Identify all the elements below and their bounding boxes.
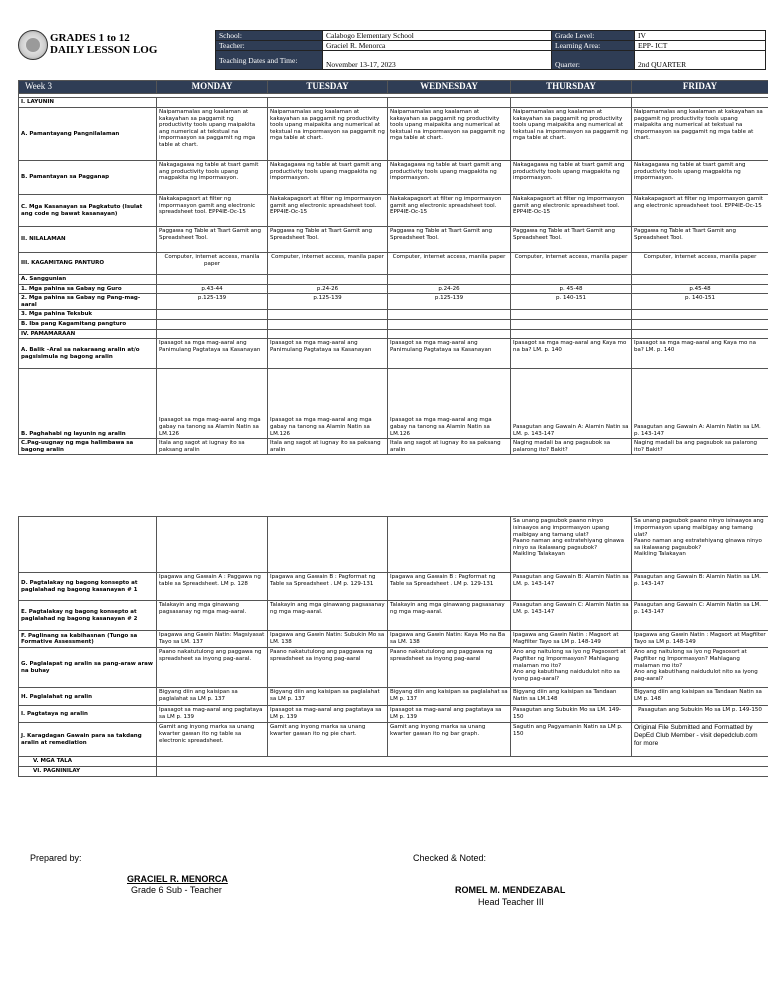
day-wednesday: WEDNESDAY [388, 81, 511, 94]
cell-pag-uugnay-wed: Itala ang sagot at iugnay ito sa paksang aralin [388, 439, 511, 455]
day-thursday: THURSDAY [511, 81, 632, 94]
lesson-log-table [18, 80, 768, 777]
cell-h-mon: Bigyang diin ang kaisipan sa paglalahat sa LM p. 137 [157, 688, 268, 706]
area-value: EPP- ICT [635, 41, 766, 51]
cell [157, 757, 768, 767]
cell [632, 275, 768, 285]
cell-c-thu: Nakakapagsort at filter ng impormasyon gamit ang electronic spreadsheet tool. EPP4IE-Oc-15 [511, 195, 632, 227]
cell [388, 310, 511, 320]
cell [632, 329, 768, 339]
cell-i-wed: Ipasagot sa mag-aaral ang pagtataya sa LM p. 139 [388, 706, 511, 723]
cell-balik-thu: Ipasagot sa mga mag-aaral ang Kaya mo na ba? LM. p. 140 [511, 339, 632, 369]
row-label-ibapang: B. Iba pang Kagamitang pangturo [19, 319, 157, 329]
cell-paghahabi-thu: Pasagutan ang Gawain A: Alamin Natin sa LM. p. 143-147 [511, 369, 632, 439]
cell-c-fri: Nakakapagsort at filter ng impormasyon gamit ang electronic spreadsheet tool. EPP4IE-Oc-15 [632, 195, 768, 227]
cell-b-tue: Nakagagawa ng table at tsart gamit ang productivity tools upang magpakita ng impormasyon. [268, 161, 388, 195]
cell [632, 319, 768, 329]
grade-value: IV [635, 31, 766, 41]
cell-g-mon: Paano nakatutulong ang paggawa ng spreadsheet sa inyong pag-aaral. [157, 648, 268, 688]
header [18, 30, 768, 72]
cell-magaaral-tue: p.125-139 [268, 294, 388, 310]
cell-f-tue: Ipagawa ang Gawin Natin: Subukin Mo sa LM. 138 [268, 631, 388, 648]
row-label-f: F. Paglinang sa kabihasnan (Tungo sa Formative Assessment) [19, 631, 157, 648]
cell-a-mon: Naipamamalas ang kaalaman at kakayahan sa paggamit ng productivity tools upang maipakita ang numerical at tekstual na impormasyon sa paggamit ng mga table at chart. [157, 108, 268, 161]
cell-j-thu: Sagutin ang Pagyamanin Natin sa LM p. 150 [511, 723, 632, 757]
cell [632, 98, 768, 108]
cell [157, 98, 268, 108]
area-label: Learning Area: [552, 41, 635, 51]
cell-g-fri: Ano ang naitulong sa iyo ng Pagsosort at Pagfilter ng Impormasyon? Mahlagang malaman mo ito? Ano ang kabutihang naidudulot nito sa iyong pag-aaral? [632, 648, 768, 688]
row-label-pag-uugnay: C.Pag-uugnay ng mga halimbawa sa bagong aralin [19, 439, 157, 455]
week-label: Week 3 [19, 81, 157, 94]
cell-e-mon: Talakayin ang mga ginawang pagsasanay ng mga mag-aaral. [157, 601, 268, 631]
cell-pre-fri: Sa unang pagsubok paano ninyo isinaayos ang impormasyon upang maibigay ang tamang ulat? Paano naman ang estratehiyang ginawa ninyo sa ikalawang pagsubok? Maikling Talakayan [632, 517, 768, 573]
cell-e-wed: Talakayin ang mga ginawang pagsasanay ng mga mag-aaral. [388, 601, 511, 631]
grade-label: Grade Level: [552, 31, 635, 41]
cell-h-wed: Bigyang diin ang kaisipan sa paglalahat sa LM p. 137 [388, 688, 511, 706]
row-label-sanggunian: A. Sanggunian [19, 275, 157, 285]
prepared-label: Prepared by: [30, 853, 82, 863]
row-label-pagninilay: VI. PAGNINILAY [19, 766, 157, 776]
cell [388, 275, 511, 285]
cell [268, 319, 388, 329]
cell-paghahabi-fri: Pasagutan ang Gawain A: Alamin Natin sa LM. p. 143-147 [632, 369, 768, 439]
cell-balik-tue: Ipasagot sa mga mag-aaral ang Panimulang Pagtataya sa Kasanayan [268, 339, 388, 369]
row-label-guro: 1. Mga pahina sa Gabay ng Guro [19, 284, 157, 294]
cell-balik-mon: Ipasagot sa mga mag-aaral ang Panimulang Pagtataya sa Kasanayan [157, 339, 268, 369]
cell-b-wed: Nakagagawa ng table at tsart gamit ang productivity tools upang magpakita ng impormasyon. [388, 161, 511, 195]
row-label-layunin: I. LAYUNIN [19, 98, 157, 108]
days-row [19, 81, 768, 94]
deped-seal-icon [18, 30, 48, 60]
cell-guro-wed: p.24-26 [388, 284, 511, 294]
cell-balik-fri: Ipasagot sa mga mag-aaral ang Kaya mo na ba? LM. p. 140 [632, 339, 768, 369]
checked-name: ROMEL M. MENDEZABAL [455, 885, 566, 895]
cell-a-tue: Naipamamalas ang kaalaman at kakayahan sa paggamit ng productivity tools upang maipakita ang numerical at tekstual na impormasyon sa paggamit ng mga table at chart. [268, 108, 388, 161]
cell-i-thu: Pasagutan ang Subukin Mo sa LM. 149-150 [511, 706, 632, 723]
cell-j-tue: Gamit ang inyong marka sa unang kwarter gawan ito ng pie chart. [268, 723, 388, 757]
cell [157, 766, 768, 776]
row-label-teksbuk: 3. Mga pahina Teksbuk [19, 310, 157, 320]
row-label-b: B. Pamantayan sa Pagganap [19, 161, 157, 195]
cell-pag-uugnay-thu: Naging madali ba ang pagsubok sa palarong ito? Bakit? [511, 439, 632, 455]
dates-label: Teaching Dates and Time: [216, 51, 323, 70]
cell [268, 98, 388, 108]
cell-i-fri: Pasagutan ang Subukin Mo sa LM p. 149-150 [632, 706, 768, 723]
cell-paghahabi-tue: Ipasagot sa mga mag-aaral ang mga gabay na tanong sa Alamin Natin sa LM.126 [268, 369, 388, 439]
day-monday: MONDAY [157, 81, 268, 94]
cell-pag-uugnay-fri: Naging madali ba ang pagsubok sa palarong ito? Bakit? [632, 439, 768, 455]
cell-nilalaman-fri: Paggawa ng Table at Tsart Gamit ang Spreadsheet Tool. [632, 227, 768, 253]
cell [632, 310, 768, 320]
cell-d-fri: Pasagutan ang Gawain B: Alamin Natin sa LM. p. 143-147 [632, 573, 768, 601]
cell-paghahabi-mon: Ipasagot sa mga mag-aaral ang mga gabay na tanong sa Alamin Natin sa LM.126 [157, 369, 268, 439]
cell-magaaral-thu: p. 140-151 [511, 294, 632, 310]
row-label-tala: V. MGA TALA [19, 757, 157, 767]
cell-b-mon: Nakagagawa ng table at tsart gamit ang productivity tools upang magpakita ng impormasyon. [157, 161, 268, 195]
dates-value: November 13-17, 2023 [323, 51, 552, 70]
cell-b-thu: Nakagagawa ng table at tsart gamit ang productivity tools upang magpakita ng impormasyon. [511, 161, 632, 195]
cell-guro-mon: p.43-44 [157, 284, 268, 294]
cell-paghahabi-wed: Ipasagot sa mga mag-aaral ang mga gabay na tanong sa Alamin Natin sa LM.126 [388, 369, 511, 439]
cell [511, 275, 632, 285]
cell [157, 329, 268, 339]
cell-nilalaman-thu: Paggawa ng Table at Tsart Gamit ang Spreadsheet Tool. [511, 227, 632, 253]
info-table [215, 30, 766, 70]
cell-nilalaman-wed: Paggawa ng Table at Tsart Gamit ang Spreadsheet Tool. [388, 227, 511, 253]
day-tuesday: TUESDAY [268, 81, 388, 94]
title-line1: GRADES 1 to 12 [50, 32, 130, 44]
checked-label: Checked & Noted: [413, 853, 487, 863]
cell-g-tue: Paano nakatutulong ang paggawa ng spreadsheet sa inyong pag-aaral [268, 648, 388, 688]
cell-magaaral-mon: p.125-139 [157, 294, 268, 310]
cell-nilalaman-mon: Paggawa ng Table at Tsart Gamit ang Spreadsheet Tool. [157, 227, 268, 253]
cell [388, 98, 511, 108]
cell [511, 329, 632, 339]
cell-j-wed: Gamit ang inyong marka sa unang kwarter gawan ito ng bar graph. [388, 723, 511, 757]
row-label-c: C. Mga Kasanayan sa Pagkatuto (Isulat ang code ng bawat kasanayan) [19, 195, 157, 227]
cell-kagamitan-mon: Computer, internet access, manila paper [157, 253, 268, 275]
row-label-e: E. Pagtalakay ng bagong konsepto at paglalahad ng bagong kasanayan # 2 [19, 601, 157, 631]
cell-guro-fri: p.45-48 [632, 284, 768, 294]
cell [511, 310, 632, 320]
teacher-value: Graciel R. Menorca [323, 41, 552, 51]
cell-a-thu: Naipamamalas ang kaalaman at kakayahan sa paggamit ng productivity tools upang maipakita ang numerical at tekstual na impormasyon sa paggamit ng mga table at chart. [511, 108, 632, 161]
cell [388, 319, 511, 329]
row-label-paghahabi: B. Paghahabi ng layunin ng aralin [19, 369, 157, 439]
cell-h-fri: Bigyang diin ang kaisipan sa Tandaan Natin sa LM p. 148 [632, 688, 768, 706]
cell [388, 517, 511, 573]
row-label-d: D. Pagtalakay ng bagong konsepto at paglalahad ng bagong kasanayan # 1 [19, 573, 157, 601]
row-label-j: J. Karagdagan Gawain para sa takdang aralin at remediation [19, 723, 157, 757]
cell [268, 329, 388, 339]
prepared-role: Grade 6 Sub - Teacher [131, 885, 222, 895]
cell-b-fri: Nakagagawa ng table at tsart gamit ang productivity tools upang magpakita ng impormasyon. [632, 161, 768, 195]
cell [19, 517, 157, 573]
cell-f-fri: Ipagawa ang Gawin Natin : Magsort at Magfilter Tayo sa LM p. 148-149 [632, 631, 768, 648]
cell-d-wed: Ipagawa ang Gawain B : Pagformat ng Table sa Spreadsheet . LM p. 129-131 [388, 573, 511, 601]
cell-kagamitan-fri: Computer, internet access, manila paper [632, 253, 768, 275]
cell-kagamitan-tue: Computer, internet access, manila paper [268, 253, 388, 275]
cell-kagamitan-thu: Computer, internet access, manila paper [511, 253, 632, 275]
cell-guro-tue: p.24-26 [268, 284, 388, 294]
cell-c-tue: Nakakapagsort at filter ng impormasyon gamit ang electronic spreadsheet tool. EPP4IE-Oc-15 [268, 195, 388, 227]
cell [157, 517, 268, 573]
cell-i-tue: Ipasagot sa mag-aaral ang pagtataya sa LM p. 139 [268, 706, 388, 723]
cell [157, 275, 268, 285]
cell-j-mon: Gamit ang inyong marka sa unang kwarter gawan ito ng table sa electronic spreadsheet. [157, 723, 268, 757]
cell [268, 275, 388, 285]
cell-a-wed: Naipamamalas ang kaalaman at kakayahan sa paggamit ng productivity tools upang maipakita ang numerical at tekstual na impormasyon sa paggamit ng mga table at chart. [388, 108, 511, 161]
cell-guro-thu: p. 45-48 [511, 284, 632, 294]
cell-h-tue: Bigyang diin ang kaisipan sa paglalahat sa LM p. 137 [268, 688, 388, 706]
row-label-kagamitan: III. KAGAMITANG PANTURO [19, 253, 157, 275]
row-label-a: A. Pamantayang Pangnilalaman [19, 108, 157, 161]
cell-magaaral-fri: p. 140-151 [632, 294, 768, 310]
cell [511, 98, 632, 108]
cell-pag-uugnay-mon: Itala ang sagot at iugnay ito sa paksang aralin [157, 439, 268, 455]
checked-role: Head Teacher III [478, 897, 544, 907]
cell-i-mon: Ipasagot sa mag-aaral ang pagtataya sa LM p. 139 [157, 706, 268, 723]
cell-d-tue: Ipagawa ang Gawain B : Pagformat ng Table sa Spreadsheet . LM p. 129-131 [268, 573, 388, 601]
row-label-g: G. Paglalapat ng aralin sa pang-araw araw na buhay [19, 648, 157, 688]
teacher-label: Teacher: [216, 41, 323, 51]
cell-e-thu: Pasagutan ang Gawain C: Alamin Natin sa LM. p. 143-147 [511, 601, 632, 631]
cell-f-mon: Ipagawa ang Gawin Natin: Magsiyasat Tayo sa LM. 137 [157, 631, 268, 648]
cell [157, 310, 268, 320]
school-label: School: [216, 31, 323, 41]
cell [157, 319, 268, 329]
cell [511, 319, 632, 329]
row-label-i: I. Pagtataya ng aralin [19, 706, 157, 723]
cell-a-fri: Naipamamalas ang kaalaman at kakayahan sa paggamit ng productivity tools upang maipakita ang numerical at tekstual na impormasyon sa paggamit ng mga table at chart. [632, 108, 768, 161]
cell [268, 517, 388, 573]
cell-pag-uugnay-tue: Itala ang sagot at iugnay ito sa paksang aralin [268, 439, 388, 455]
cell-c-mon: Nakakapagsort at filter ng impormasyon gamit ang electronic spreadsheet tool. EPP4IE-Oc-15 [157, 195, 268, 227]
cell [268, 310, 388, 320]
cell-e-tue: Talakayin ang mga ginawang pagsasanay ng mga mag-aaral. [268, 601, 388, 631]
cell-c-wed: Nakakapagsort at filter ng impormasyon gamit ang electronic spreadsheet tool. EPP4IE-Oc-15 [388, 195, 511, 227]
school-value: Calabogo Elementary School [323, 31, 552, 41]
prepared-name: GRACIEL R. MENORCA [127, 874, 228, 884]
quarter-label: Quarter: [552, 51, 635, 70]
cell-f-wed: Ipagawa ang Gawin Natin: Kaya Mo na Ba sa LM. 138 [388, 631, 511, 648]
cell-d-mon: Ipagawa ang Gawain A : Paggawa ng table sa Spreadsheet. LM p. 128 [157, 573, 268, 601]
cell-balik-wed: Ipasagot sa mga mag-aaral ang Panimulang Pagtataya sa Kasanayan [388, 339, 511, 369]
row-label-h: H. Paglalahat ng aralin [19, 688, 157, 706]
cell-e-fri: Pasagutan ang Gawain C: Alamin Natin sa LM. p. 143-147 [632, 601, 768, 631]
quarter-value: 2nd QUARTER [635, 51, 766, 70]
row-label-nilalaman: II. NILALAMAN [19, 227, 157, 253]
cell-g-wed: Paano nakatutulong ang paggawa ng spreadsheet sa inyong pag-aaral [388, 648, 511, 688]
cell-g-thu: Ano ang naitulong sa iyo ng Pagsosort at Pagfilter ng Impormasyon? Mahlagang malaman mo ito? Ano ang kabutihang naidudulot nito sa iyong pag-aaral? [511, 648, 632, 688]
row-label-pamamaraan: IV. PAMAMARAAN [19, 329, 157, 339]
cell-f-thu: Ipagawa ang Gawin Natin : Magsort at Magfilter Tayo sa LM p. 148-149 [511, 631, 632, 648]
title-line2: DAILY LESSON LOG [50, 44, 158, 56]
row-label-magaaral: 2. Mga pahina sa Gabay ng Pang-mag-aaral [19, 294, 157, 310]
day-friday: FRIDAY [632, 81, 768, 94]
cell-nilalaman-tue: Paggawa ng Table at Tsart Gamit ang Spreadsheet Tool. [268, 227, 388, 253]
page-gap [19, 455, 768, 517]
cell-kagamitan-wed: Computer, internet access, manila paper [388, 253, 511, 275]
cell-magaaral-wed: p.125-139 [388, 294, 511, 310]
depedclub-note: Original File Submitted and Formatted by DepEd Club Member - visit depedclub.com for more [632, 723, 768, 757]
row-label-balik: A. Balik –Aral sa nakaraang aralin at/o pagsisimula ng bagong aralin [19, 339, 157, 369]
page-title [50, 32, 157, 56]
cell-d-thu: Pasagutan ang Gawain B: Alamin Natin sa LM. p. 143-147 [511, 573, 632, 601]
cell-h-thu: Bigyang diin ang kaisipan sa Tandaan Natin sa LM.148 [511, 688, 632, 706]
cell-pre-thu: Sa unang pagsubok paano ninyo isinaayos ang impormasyon upang maibigay ang tamang ulat? Paano naman ang estratehiyang ginawa ninyo sa ikalawang pagsubok? Maikling Talakayan [511, 517, 632, 573]
cell [388, 329, 511, 339]
